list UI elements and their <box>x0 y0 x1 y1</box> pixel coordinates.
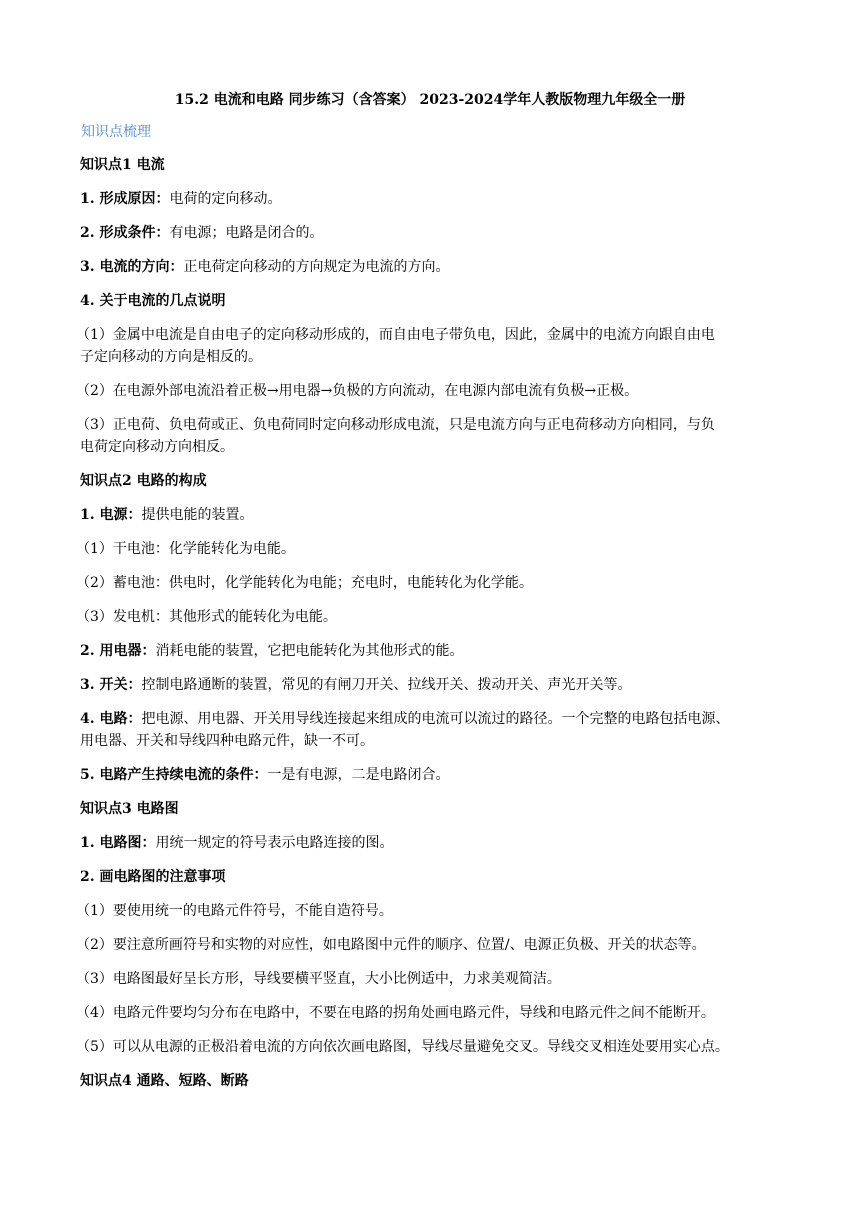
heading: 知识点3 电路图 <box>80 801 179 817</box>
item-text: 提供电能的装置。 <box>141 507 254 523</box>
sub-item: （4）电路元件要均匀分布在电路中，不要在电路的拐角处画电路元件，导线和电路元件之间不能断开。 <box>76 1005 715 1021</box>
heading: 4. 关于电流的几点说明 <box>80 293 226 309</box>
item-text: 正电荷定向移动的方向规定为电流的方向。 <box>183 259 450 275</box>
document-body <box>76 154 780 1104</box>
numbered-item <box>80 504 780 526</box>
sub-item: （1）干电池：化学能转化为电能。 <box>76 541 295 557</box>
item-text: 控制电路通断的装置，常见的有闸刀开关、拉线开关、拨动开关、声光开关等。 <box>141 677 632 693</box>
item-lead: 5. 电路产生持续电流的条件： <box>80 767 268 783</box>
item-lead: 2. 形成条件： <box>80 225 170 241</box>
item-text: 电荷的定向移动。 <box>169 191 282 207</box>
sub-item: （1）要使用统一的电路元件符号，不能自造符号。 <box>76 903 393 919</box>
item-text: 有电源；电路是闭合的。 <box>169 225 324 241</box>
sub-item: （2）蓄电池：供电时，化学能转化为电能；充电时，电能转化为化学能。 <box>76 575 533 591</box>
numbered-item <box>80 222 780 244</box>
numbered-item <box>80 640 780 662</box>
sub-item: （1）金属中电流是自由电子的定向移动形成的，而自由电子带负电，因此，金属中的电流方向跟自由电 <box>76 327 715 343</box>
item-lead: 2. 用电器： <box>80 643 156 659</box>
continuation-line: 电荷定向移动方向相反。 <box>80 439 234 455</box>
item-lead: 3. 电流的方向： <box>80 259 184 275</box>
sub-item: （3）发电机：其他形式的能转化为电能。 <box>76 609 337 625</box>
numbered-item <box>80 188 780 210</box>
sub-item: （3）正电荷、负电荷或正、负电荷同时定向移动形成电流，只是电流方向与正电荷移动方向相同，与负 <box>76 417 715 433</box>
sub-item: （2）在电源外部电流沿着正极→用电器→负极的方向流动，在电源内部电流有负极→正极。 <box>76 383 639 399</box>
document-title: 15.2 电流和电路 同步练习（含答案） 2023-2024学年人教版物理九年级全一册 <box>174 92 686 108</box>
item-lead: 1. 形成原因： <box>80 191 170 207</box>
numbered-item <box>80 674 780 696</box>
continuation-line: 用电器、开关和导线四种电路元件，缺一不可。 <box>80 733 374 749</box>
sub-item: （2）要注意所画符号和实物的对应性，如电路图中元件的顺序、位置/、电源正负极、开关的状态等。 <box>76 937 706 953</box>
item-text: 一是有电源，二是电路闭合。 <box>267 767 450 783</box>
sub-item: （3）电路图最好呈长方形，导线要横平竖直，大小比例适中，力求美观简洁。 <box>76 971 561 987</box>
numbered-item <box>80 764 780 786</box>
item-text: 用统一规定的符号表示电路连接的图。 <box>155 835 394 851</box>
heading: 知识点4 通路、短路、断路 <box>80 1073 249 1089</box>
section-label: 知识点梳理 <box>81 124 151 140</box>
heading: 知识点2 电路的构成 <box>80 473 207 489</box>
item-lead: 1. 电源： <box>80 507 142 523</box>
item-text: 消耗电能的装置，它把电能转化为其他形式的能。 <box>155 643 464 659</box>
numbered-item <box>80 832 780 854</box>
continuation-line: 子定向移动的方向是相反的。 <box>80 349 262 365</box>
item-lead: 4. 电路： <box>80 711 142 727</box>
heading: 知识点1 电流 <box>80 157 165 173</box>
heading: 2. 画电路图的注意事项 <box>80 869 226 885</box>
item-text: 把电源、用电器、开关用导线连接起来组成的电流可以流过的路径。一个完整的电路包括电源、 <box>141 711 730 727</box>
item-lead: 3. 开关： <box>80 677 142 693</box>
numbered-item <box>80 256 780 278</box>
numbered-item <box>80 708 780 730</box>
sub-item: （5）可以从电源的正极沿着电流的方向依次画电路图，导线尽量避免交叉。导线交叉相连处要用实心点。 <box>76 1039 729 1055</box>
item-lead: 1. 电路图： <box>80 835 156 851</box>
